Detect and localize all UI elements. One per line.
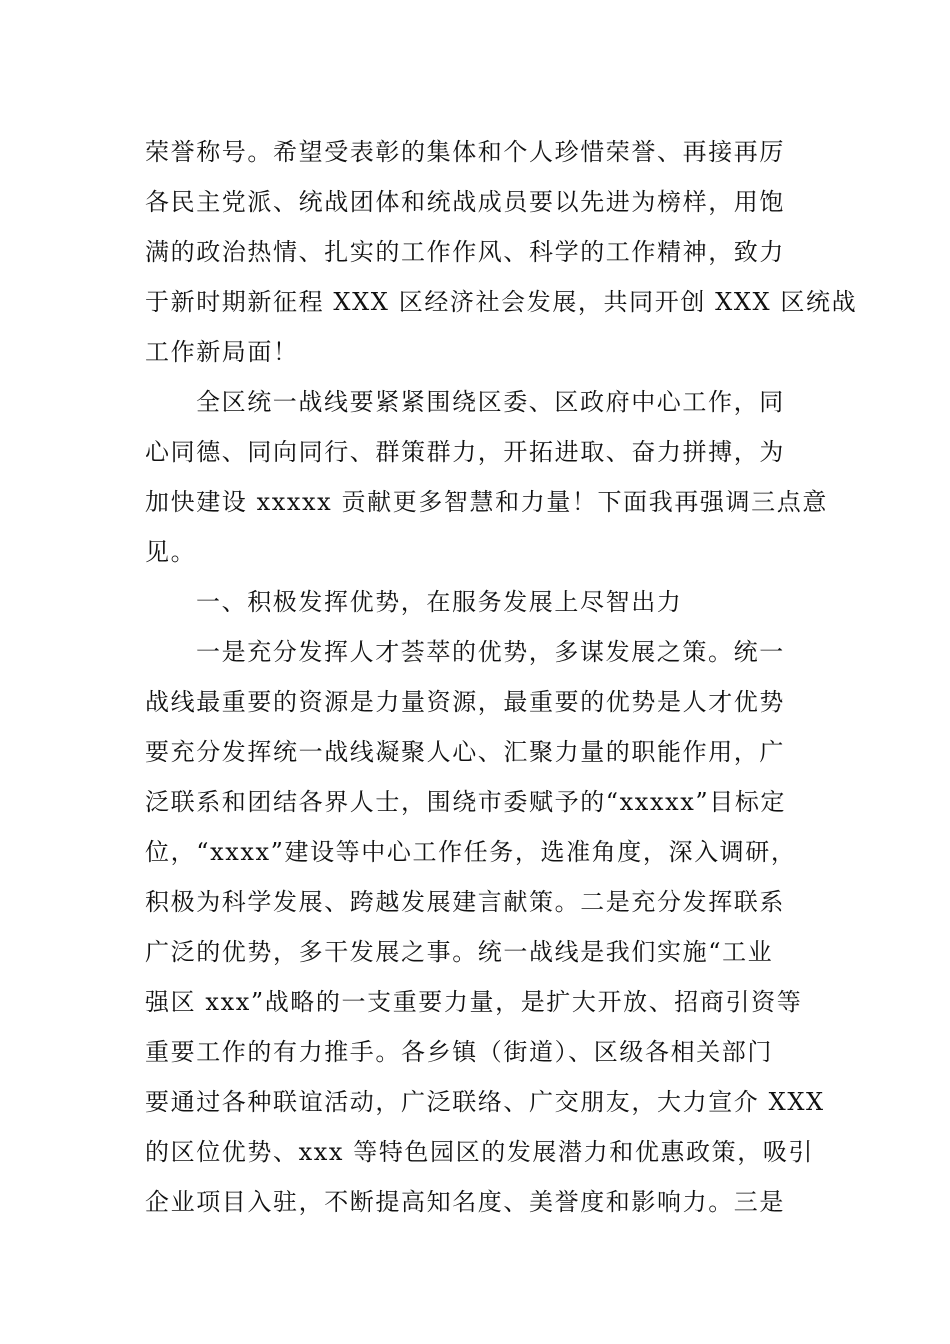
text-line: 要通过各种联谊活动，广泛联络、广交朋友，大力宣介 XXX bbox=[145, 1088, 825, 1116]
text-line: 企业项目入驻，不断提高知名度、美誉度和影响力。三是 bbox=[145, 1188, 785, 1216]
text-line: 于新时期新征程 XXX 区经济社会发展，共同开创 XXX 区统战 bbox=[145, 288, 858, 316]
text-line: 的区位优势、xxx 等特色园区的发展潜力和优惠政策，吸引 bbox=[145, 1138, 815, 1166]
text-line: 工作新局面！ bbox=[145, 338, 299, 366]
text-line: 要充分发挥统一战线凝聚人心、汇聚力量的职能作用，广 bbox=[145, 738, 785, 766]
section-heading: 一、积极发挥优势，在服务发展上尽智出力 bbox=[196, 588, 683, 616]
text-line: 心同德、同向同行、群策群力，开拓进取、奋力拼搏，为 bbox=[145, 438, 785, 466]
text-line: 战线最重要的资源是力量资源，最重要的优势是人才优势 bbox=[145, 688, 785, 716]
text-line: 满的政治热情、扎实的工作作风、科学的工作精神，致力 bbox=[145, 238, 785, 266]
text-line: 重要工作的有力推手。各乡镇（街道）、区级各相关部门 bbox=[145, 1038, 773, 1066]
text-line: 位，“xxxx”建设等中心工作任务，选准角度，深入调研， bbox=[145, 838, 797, 866]
text-line: 加快建设 xxxxx 贡献更多智慧和力量！下面我再强调三点意 bbox=[145, 488, 828, 516]
text-line: 全区统一战线要紧紧围绕区委、区政府中心工作，同 bbox=[196, 388, 785, 416]
text-line: 广泛的优势，多干发展之事。统一战线是我们实施“工业 bbox=[145, 938, 774, 966]
text-line: 各民主党派、统战团体和统战成员要以先进为榜样，用饱 bbox=[145, 188, 785, 216]
text-line: 荣誉称号。希望受表彰的集体和个人珍惜荣誉、再接再厉 bbox=[145, 138, 785, 166]
text-line: 见。 bbox=[145, 538, 197, 566]
text-line: 泛联系和团结各界人士，围绕市委赋予的“xxxxx”目标定 bbox=[145, 788, 787, 816]
text-line: 积极为科学发展、跨越发展建言献策。二是充分发挥联系 bbox=[145, 888, 785, 916]
text-line: 强区 xxx”战略的一支重要力量，是扩大开放、招商引资等 bbox=[145, 988, 803, 1016]
text-line: 一是充分发挥人才荟萃的优势，多谋发展之策。统一 bbox=[196, 638, 785, 666]
